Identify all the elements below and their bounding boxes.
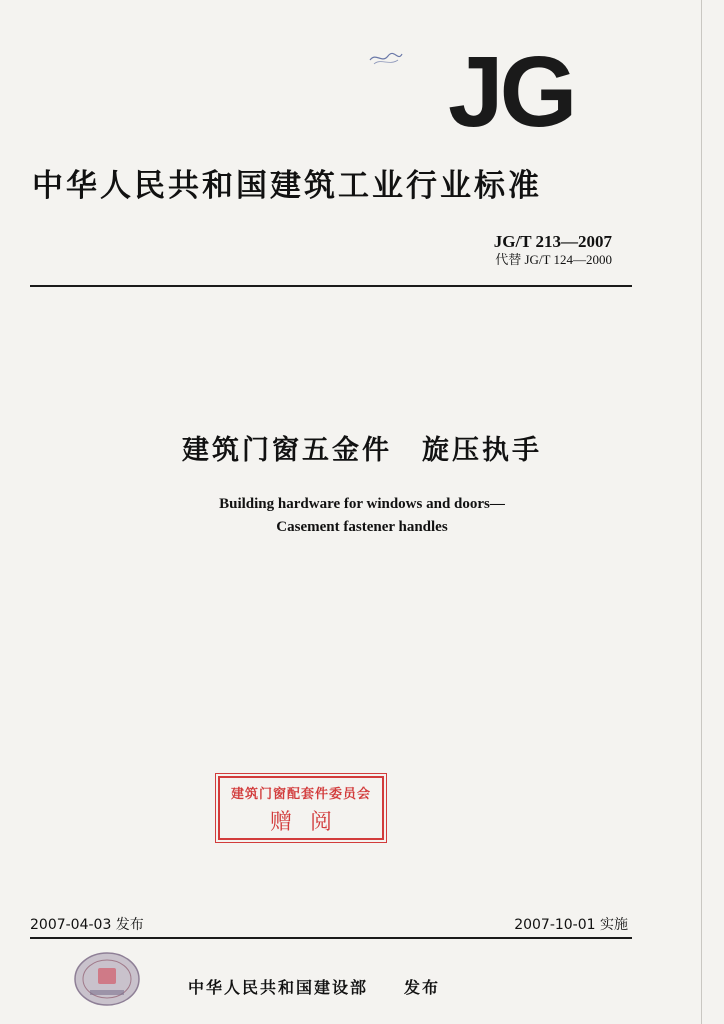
standard-number: JG/T 213—2007 bbox=[493, 232, 612, 251]
issue-date: 2007-04-03 发布 bbox=[30, 917, 144, 933]
anti-counterfeit-seal bbox=[72, 950, 142, 1008]
replaced-standard: 代替 JG/T 124—2000 bbox=[495, 252, 612, 267]
stamp-gift-text: 赠阅 bbox=[269, 810, 350, 835]
scribble-mark bbox=[368, 48, 404, 68]
issuing-body-title: 中华人民共和国建筑工业行业标准 bbox=[32, 168, 542, 204]
english-title-line2: Casement fastener handles bbox=[276, 519, 448, 535]
header-divider bbox=[30, 285, 632, 287]
jg-logo: JG bbox=[448, 36, 574, 148]
implementation-date: 2007-10-01 实施 bbox=[514, 917, 628, 933]
gift-stamp bbox=[218, 776, 384, 840]
chinese-title: 建筑门窗五金件 旋压执手 bbox=[182, 435, 542, 466]
stamp-committee-text: 建筑门窗配套件委员会 bbox=[230, 787, 371, 802]
english-title-line1: Building hardware for windows and doors— bbox=[219, 496, 505, 512]
footer-divider bbox=[30, 937, 632, 939]
publisher-line: 中华人民共和国建设部 发布 bbox=[188, 978, 441, 997]
